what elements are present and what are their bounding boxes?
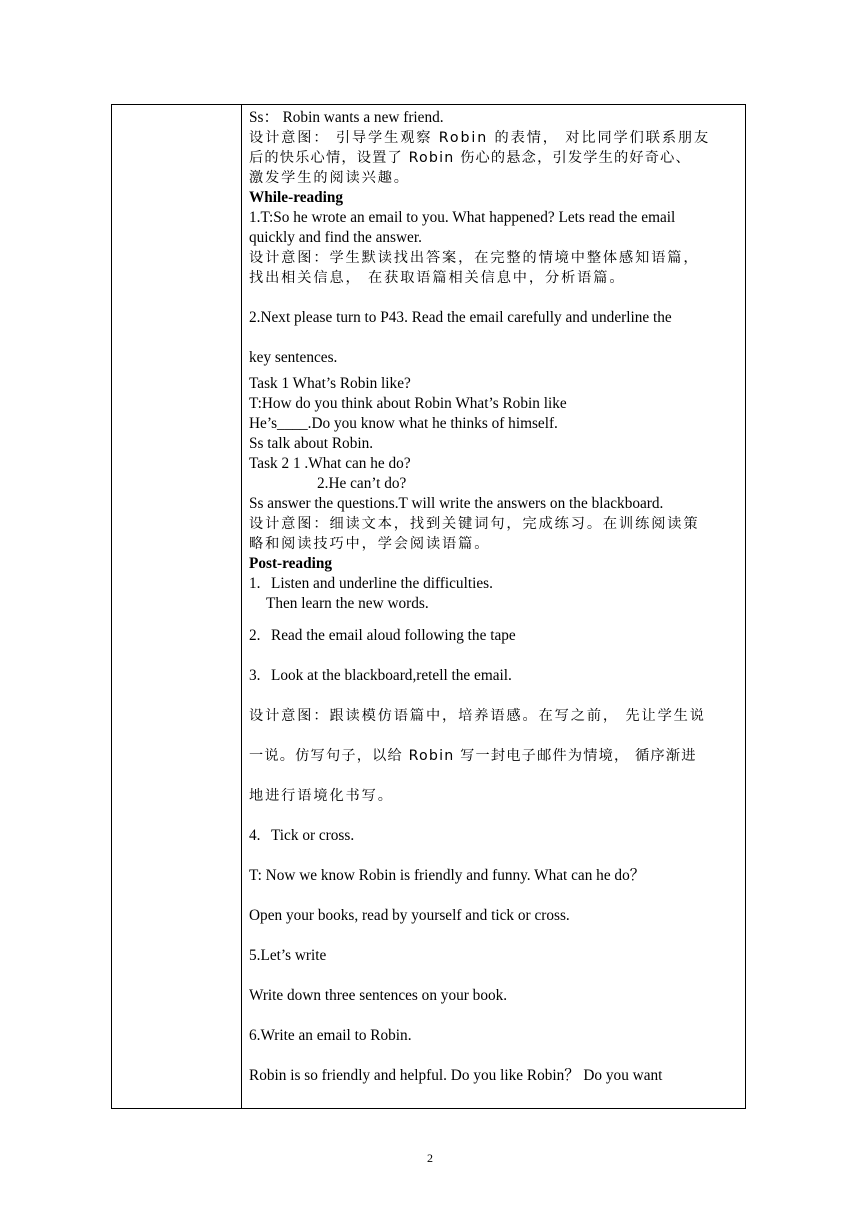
task-1-heading: Task 1 What’s Robin like?: [249, 375, 411, 392]
robin-question-line: Robin is so friendly and helpful. Do you like Robin？ Do you want: [249, 1067, 663, 1084]
lesson-table: [111, 104, 746, 1109]
post-step-3-number: 3.: [249, 667, 261, 684]
open-books-line: Open your books, read by yourself and tick or cross.: [249, 907, 570, 924]
design-intent-2-line-2: 找出相关信息， 在获取语篇相关信息中，分析语篇。: [249, 270, 626, 286]
while-reading-heading: While-reading: [249, 189, 344, 206]
post-step-3-text: Look at the blackboard,retell the email.: [271, 667, 512, 684]
while-step-1-line-2: quickly and find the answer.: [249, 229, 422, 246]
table-column-divider: [241, 105, 242, 1108]
design-intent-4-line-3: 地进行语境化书写。: [249, 788, 394, 804]
post-step-4-text: Tick or cross.: [271, 827, 355, 844]
post-step-1-line-2: Then learn the new words.: [266, 595, 429, 612]
table-content-cell: [249, 108, 739, 1086]
design-intent-3-line-2: 略和阅读技巧中，学会阅读语篇。: [249, 536, 491, 552]
post-step-3: [249, 666, 739, 686]
post-step-1-text: Listen and underline the difficulties.: [271, 575, 493, 592]
task-2-line-1: Task 2 1 .What can he do?: [249, 455, 411, 472]
hes-blank-line: He’s____.Do you know what he thinks of himself.: [249, 415, 558, 432]
design-intent-1-line-3: 激发学生的阅读兴趣。: [249, 170, 410, 186]
while-step-1-line-1: 1.T:So he wrote an email to you. What happened? Lets read the email: [249, 209, 676, 226]
write-down-line: Write down three sentences on your book.: [249, 987, 508, 1004]
post-step-1-number: 1.: [249, 575, 261, 592]
write-email-line: 6.Write an email to Robin.: [249, 1027, 412, 1044]
while-step-2-line-2: key sentences.: [249, 349, 338, 366]
design-intent-1-line-2: 后的快乐心情，设置了 Robin 伤心的悬念，引发学生的好奇心、: [249, 150, 691, 166]
ss-response: Ss： Robin wants a new friend.: [249, 109, 444, 126]
ss-answer-line: Ss answer the questions.T will write the answers on the blackboard.: [249, 495, 664, 512]
design-intent-2-line-1: 设计意图：学生默读找出答案，在完整的情境中整体感知语篇，: [249, 250, 700, 266]
post-step-4: [249, 826, 739, 846]
ss-talk-line: Ss talk about Robin.: [249, 435, 374, 452]
page-number: 2: [427, 1151, 433, 1165]
design-intent-4-line-2: 一说。仿写句子，以给 Robin 写一封电子邮件为情境， 循序渐进: [249, 748, 697, 764]
design-intent-3-line-1: 设计意图：细读文本，找到关键词句，完成练习。在训练阅读策: [249, 516, 700, 532]
design-intent-1-line-1: 设计意图： 引导学生观察 Robin 的表情， 对比同学们联系朋友: [249, 130, 711, 146]
post-step-2-number: 2.: [249, 627, 261, 644]
design-intent-4-line-1: 设计意图：跟读模仿语篇中，培养语感。在写之前， 先让学生说: [249, 708, 706, 724]
post-step-2: [249, 626, 739, 646]
post-reading-heading: Post-reading: [249, 555, 332, 572]
post-step-2-text: Read the email aloud following the tape: [271, 627, 516, 644]
teacher-now-line: T: Now we know Robin is friendly and funny. What can he do？: [249, 867, 646, 884]
task-2-line-2: 2.He can’t do?: [317, 475, 407, 492]
table-left-cell: [112, 105, 241, 1108]
while-step-2-line-1: 2.Next please turn to P43. Read the email carefully and underline the: [249, 309, 672, 326]
teacher-question-line: T:How do you think about Robin What’s Robin like: [249, 395, 567, 412]
post-step-4-number: 4.: [249, 827, 261, 844]
post-step-1-line-1: [249, 574, 739, 594]
lets-write-line: 5.Let’s write: [249, 947, 327, 964]
